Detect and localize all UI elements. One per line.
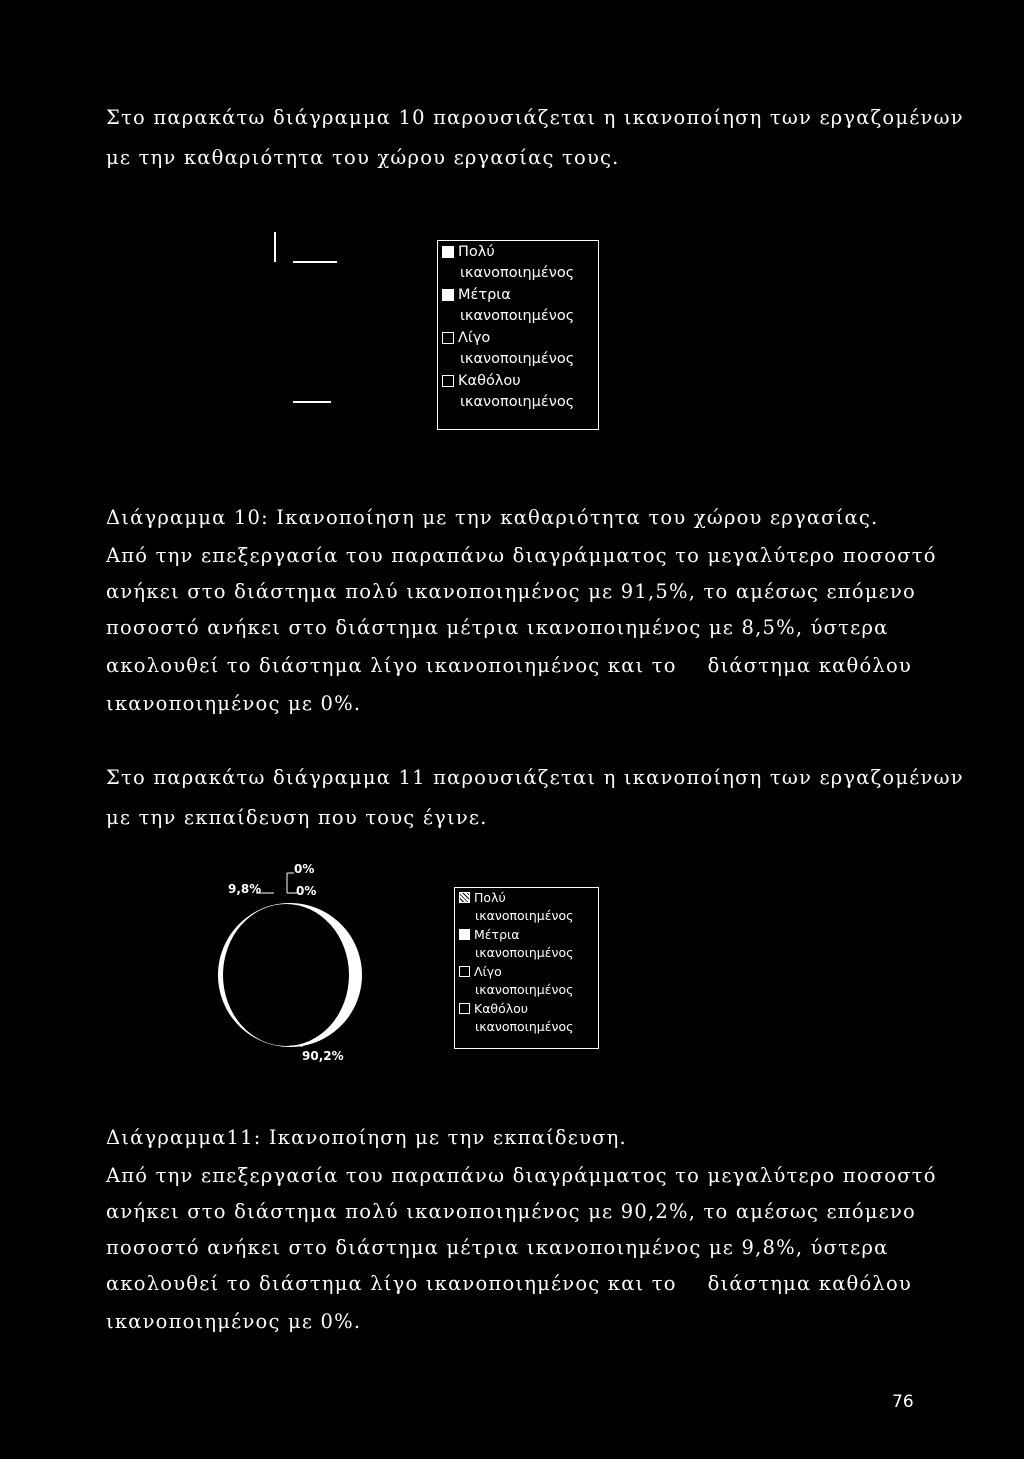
caption-10: Διάγραμμα 10: Ικανοποίηση με την καθαριότητα του χώρου εργασίας. xyxy=(106,506,879,529)
chart-11-legend-label: Λίγο xyxy=(474,964,502,979)
chart-11-legend-item xyxy=(459,925,598,962)
analysis-10-line-3: ποσοστό ανήκει στο διάστημα μέτρια ικανοποιημένος με 8,5%, ύστερα xyxy=(106,616,889,639)
chart-11-legend-label-line-2: ικανοποιημένος xyxy=(475,1019,574,1034)
chart-11-legend-label: Καθόλου xyxy=(474,1001,529,1016)
analysis-11-line-2: ανήκει στο διάστημα πολύ ικανοποιημένος με 90,2%, το αμέσως επόμενο xyxy=(106,1200,916,1223)
analysis-10-line-5: ικανοποιημένος με 0%. xyxy=(106,692,362,715)
chart-11-data-label-none: 0% xyxy=(296,884,317,898)
analysis-11-line-4-right: διάστημα καθόλου xyxy=(707,1272,912,1295)
chart-10-legend-label-line-2: ικανοποιημένος xyxy=(460,308,575,324)
intro-11-line-2: με την εκπαίδευση που τους έγινε. xyxy=(106,806,488,829)
intro-10-line-1: Στο παρακάτω διάγραμμα 10 παρουσιάζεται η ικανοποίηση των εργαζομένων xyxy=(106,106,964,129)
chart-11-legend-label: Πολύ xyxy=(474,890,506,905)
chart-10-legend-label: Λίγο xyxy=(458,330,491,346)
analysis-10-line-1: Από την επεξεργασία του παραπάνω διαγράμματος το μεγαλύτερο ποσοστό xyxy=(106,544,937,567)
chart-11-legend-item xyxy=(459,962,598,999)
intro-10-line-2: με την καθαριότητα του χώρου εργασίας τους. xyxy=(106,146,620,169)
chart-11-legend-swatch xyxy=(459,929,470,940)
chart-10-legend-label-line-2: ικανοποιημένος xyxy=(460,265,575,281)
chart-11-legend-item xyxy=(459,999,598,1036)
chart-11-data-label-little: 0% xyxy=(294,862,315,876)
chart-11-legend-label: Μέτρια xyxy=(474,927,520,942)
chart-11-legend-label-line-2: ικανοποιημένος xyxy=(475,908,574,923)
intro-11-line-1: Στο παρακάτω διάγραμμα 11 παρουσιάζεται η ικανοποίηση των εργαζομένων xyxy=(106,766,964,789)
chart-11-legend-label-line-2: ικανοποιημένος xyxy=(475,945,574,960)
analysis-11-line-4-left: ακολουθεί το διάστημα λίγο ικανοποιημένος και το xyxy=(106,1272,677,1295)
analysis-10-line-4-left: ακολουθεί το διάστημα λίγο ικανοποιημένος και το xyxy=(106,654,677,677)
chart-10-legend-label: Καθόλου xyxy=(458,373,521,389)
chart-11-data-label-moderate: 9,8% xyxy=(228,882,262,896)
analysis-10-line-2: ανήκει στο διάστημα πολύ ικανοποιημένος με 91,5%, το αμέσως επόμενο xyxy=(106,580,916,603)
pie-chart-11 xyxy=(218,903,362,1047)
analysis-11-line-4 xyxy=(106,1272,912,1296)
chart-10-legend-label: Μέτρια xyxy=(458,287,511,303)
chart-11-legend-swatch xyxy=(459,892,470,903)
chart-11-legend-item xyxy=(459,888,598,925)
page-number: 76 xyxy=(892,1392,914,1412)
chart-10-legend-label-line-2: ικανοποιημένος xyxy=(460,351,575,367)
chart-11-pie-shading xyxy=(223,904,349,1046)
caption-11: Διάγραμμα11: Ικανοποίηση με την εκπαίδευση. xyxy=(106,1126,627,1149)
chart-11-data-label-very: 90,2% xyxy=(302,1049,344,1063)
chart-11-legend-swatch xyxy=(459,1003,470,1014)
chart-11-legend xyxy=(454,887,599,1049)
analysis-10-line-4-right: διάστημα καθόλου xyxy=(707,654,912,677)
chart-10-legend-label: Πολύ xyxy=(458,244,495,260)
chart-11-legend-label-line-2: ικανοποιημένος xyxy=(475,982,574,997)
analysis-11-line-5: ικανοποιημένος με 0%. xyxy=(106,1310,362,1333)
chart-10-legend-label-line-2: ικανοποιημένος xyxy=(460,394,575,410)
analysis-11-line-1: Από την επεξεργασία του παραπάνω διαγράμματος το μεγαλύτερο ποσοστό xyxy=(106,1164,937,1187)
analysis-11-line-3: ποσοστό ανήκει στο διάστημα μέτρια ικανοποιημένος με 9,8%, ύστερα xyxy=(106,1236,889,1259)
chart-11-legend-swatch xyxy=(459,966,470,977)
